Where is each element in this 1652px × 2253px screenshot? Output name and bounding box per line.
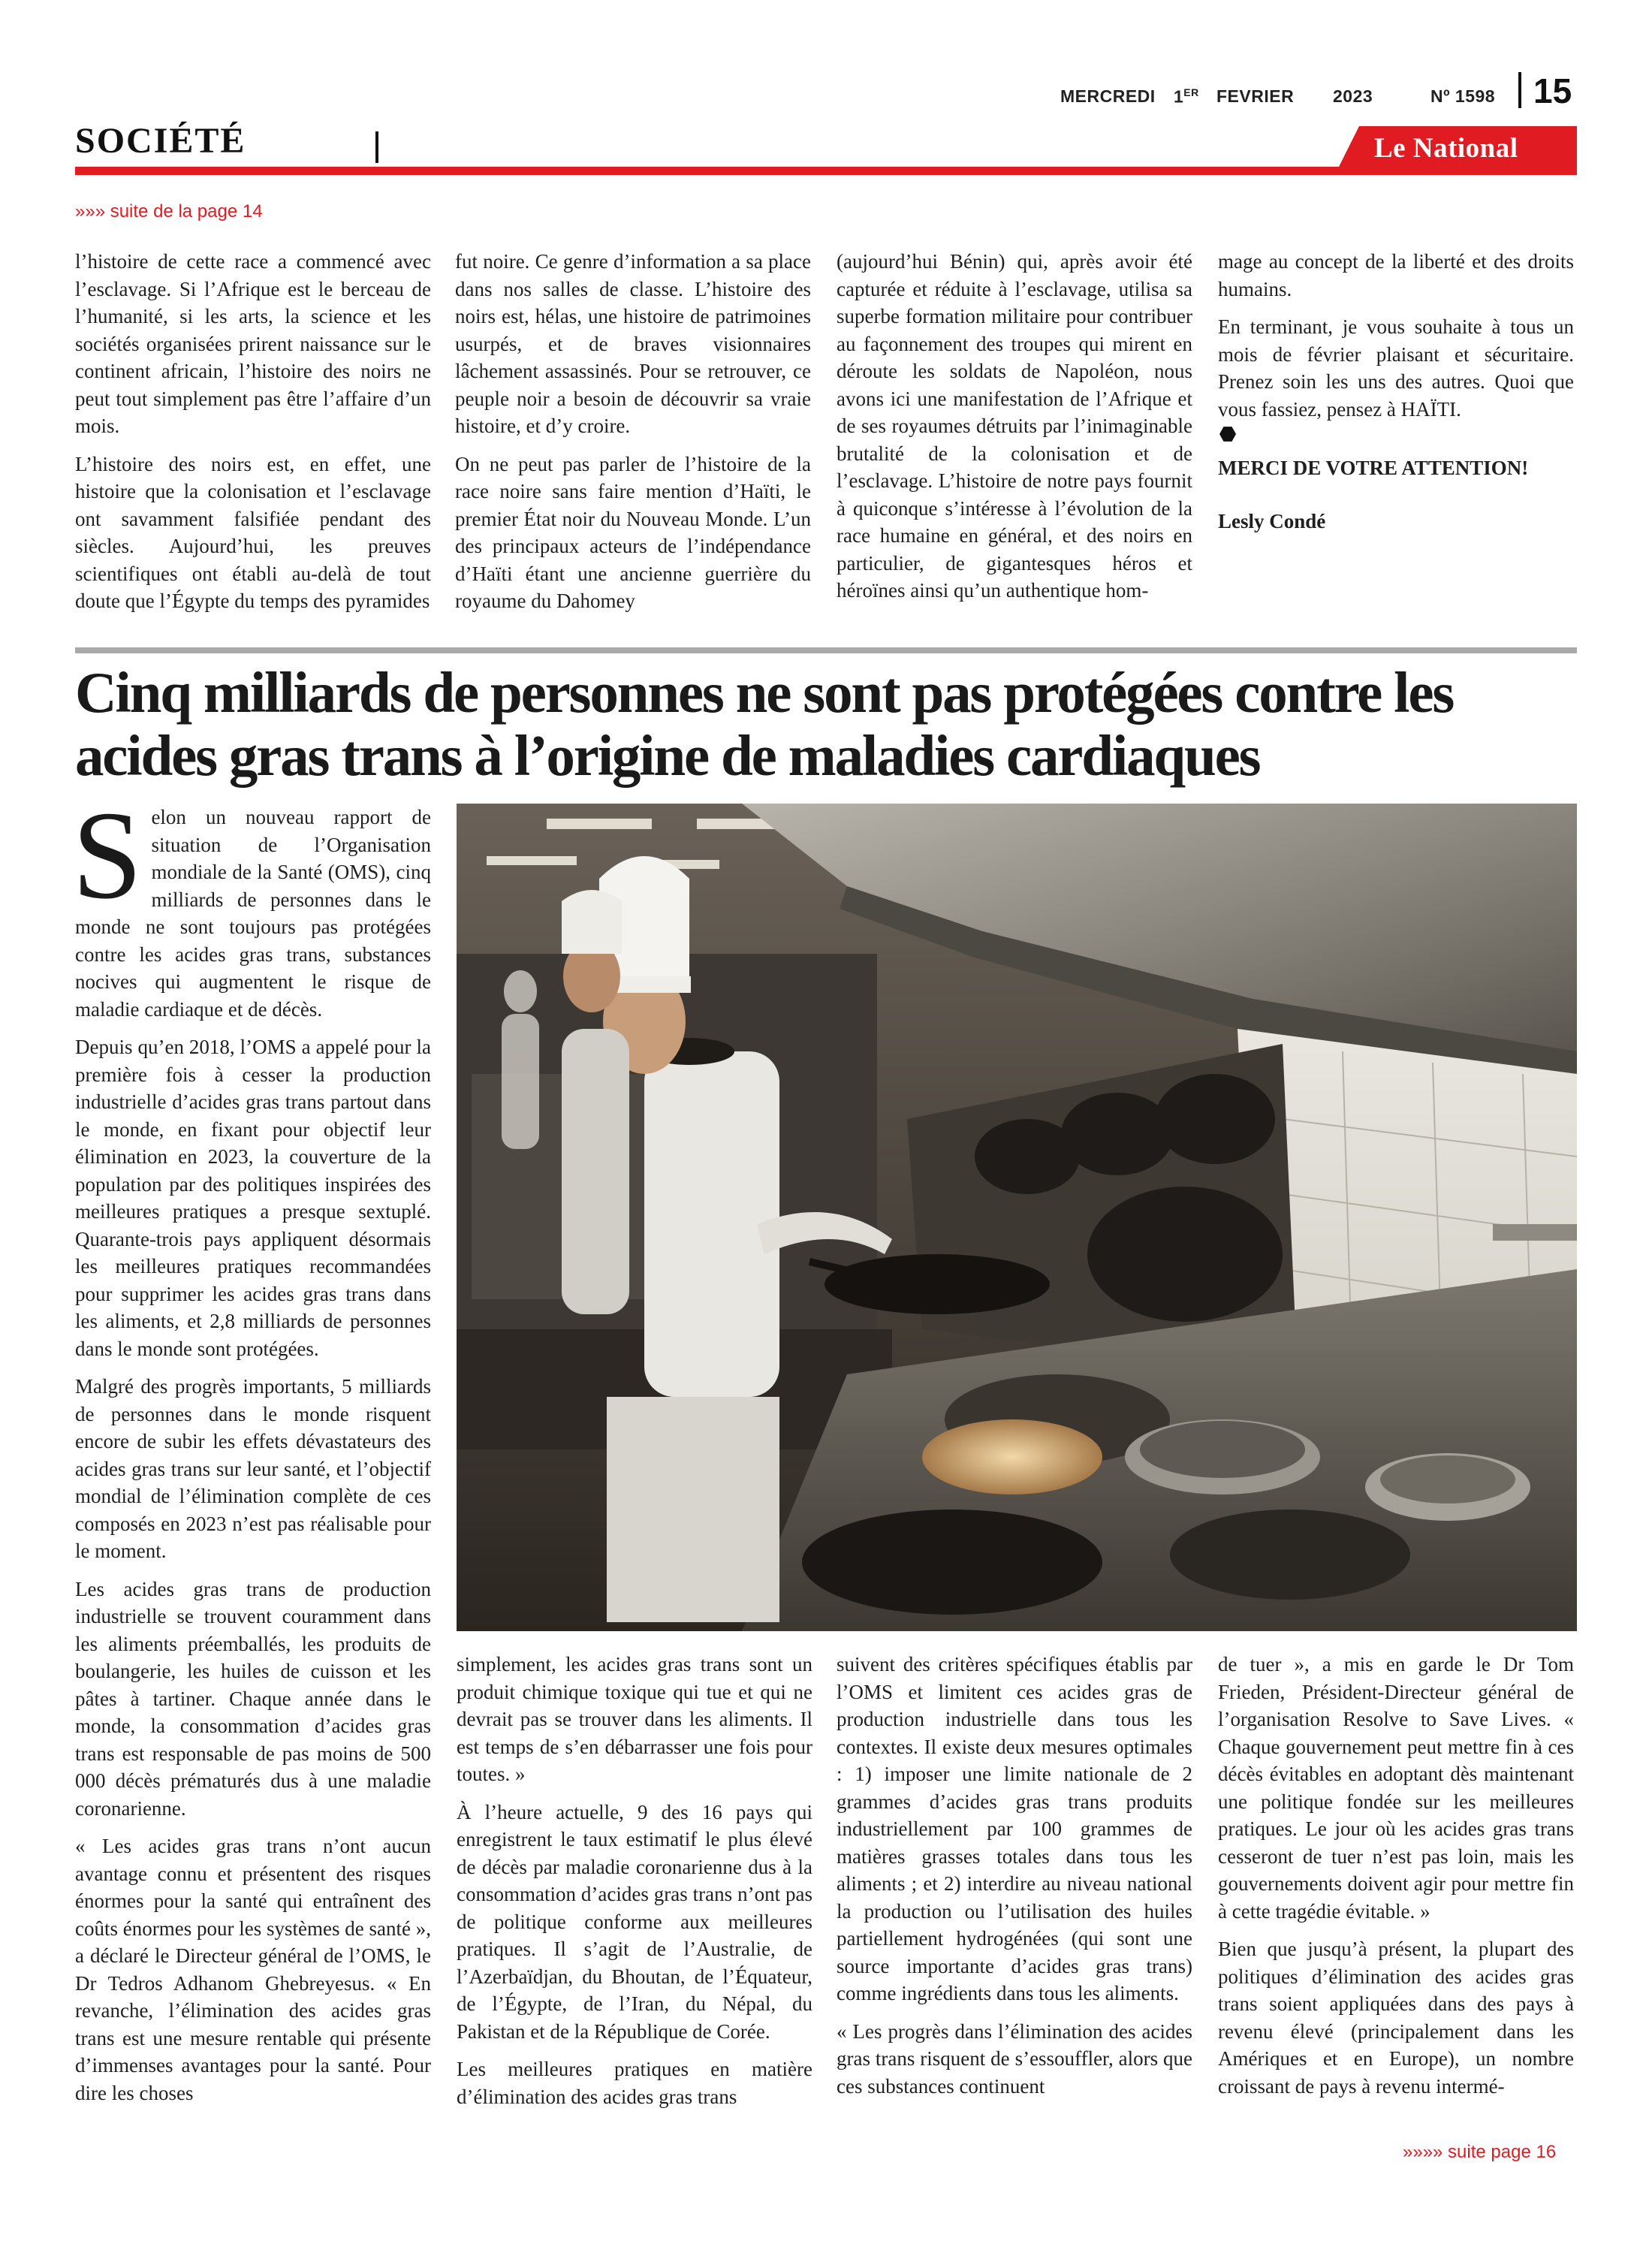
date-number xyxy=(1174,86,1199,107)
section-title: SOCIÉTÉ xyxy=(75,121,246,161)
paragraph: « Les progrès dans l’élimination des acides gras trans risquent de s’essouffler, alors que ces substances continuent xyxy=(837,2019,1192,2098)
date-month: FEVRIER xyxy=(1216,86,1295,106)
lead-text: elon un nouveau rapport de situation de l’Organisation mondiale de la Santé (OMS), cinq milliards de personnes dans le monde ne sont toujours pas protégées contre les acides gras trans, substances nocives qui augmentent le risque de maladie cardiaque et de décès. xyxy=(75,806,431,1021)
paragraph: Malgré des progrès importants, 5 milliards de personnes dans le monde risquent encore de subir les effets dévastateurs des acides gras trans sur leur santé, et l’objectif mondial de l’élimination complète de ces composés en 2023 n’est pas réalisable pour le moment. xyxy=(75,1375,431,1562)
paragraph: Les meilleures pratiques en matière d’élimination des acides gras trans xyxy=(457,2058,812,2108)
continued-to[interactable]: »»»» suite page 16 xyxy=(1403,2142,1557,2162)
brand-name: Le National xyxy=(1374,133,1518,164)
paragraph: l’histoire de cette race a commencé avec l’esclavage. Si l’Afrique est le berceau de l’humanité, si les arts, la science et les sociétés organisées prirent naissance sur le continent africain, l’histoire des noirs ne peut tout simplement pas être l’affaire d’un mois. xyxy=(75,250,431,437)
top-column-4 xyxy=(1218,248,1574,545)
main-column-2 xyxy=(457,1651,812,2121)
top-column-2 xyxy=(455,248,811,626)
main-column-4 xyxy=(1218,1651,1574,2110)
page-number: 15 xyxy=(1533,71,1572,110)
date-year: 2023 xyxy=(1333,86,1373,106)
main-headline: Cinq milliards de personnes ne sont pas protégées contre les acides gras trans à l’origine de maladies cardiaques xyxy=(75,660,1454,788)
paragraph: On ne peut pas parler de l’histoire de la race noire sans faire mention d’Haïti, le premier État noir du Nouveau Monde. L’un des principaux acteurs de l’indépendance d’Haïti étant une ancienne guerrière du royaume du Dahomey xyxy=(455,452,811,612)
dropcap: S xyxy=(72,786,143,925)
kitchen-photo xyxy=(457,804,1577,1631)
article-divider xyxy=(75,647,1577,653)
date-number-value: 1 xyxy=(1174,86,1184,107)
continued-from[interactable]: »»» suite de la page 14 xyxy=(75,201,263,222)
issue-number: Nº 1598 xyxy=(1430,86,1496,106)
paragraph: À l’heure actuelle, 9 des 16 pays qui enregistrent le taux estimatif le plus élevé de décès par maladie coronarienne dus à la consommation d’acides gras trans n’ont pas de politique conforme aux meilleures pratiques. Il s’agit de l’Australie, de l’Azerbaïdjan, du Bhoutan, de l’Équateur, de l’Égypte, de l’Iran, du Népal, du Pakistan et de la République de Corée. xyxy=(457,1800,812,2043)
paragraph: L’histoire des noirs est, en effet, une histoire que la colonisation et l’esclavage ont savamment falsifiée pendant des siècles. Aujourd’hui, les preuves scientifiques ont établi au-delà de tout doute que l’Égypte du temps des pyramides xyxy=(75,452,431,612)
paragraph: « Les acides gras trans n’ont aucun avantage connu et présentent des risques énormes pour la santé qui entraînent des coûts énormes pour les systèmes de santé », a déclaré le Directeur général de l’OMS, le Dr Tedros Adhanom Ghebreyesus. « En revanche, l’élimination des acides gras trans est une mesure rentable qui présente d’immenses avantages pour la santé. Pour dire les choses xyxy=(75,1835,431,2104)
page-number-divider xyxy=(1518,72,1521,108)
closing-line: MERCI DE VOTRE ATTENTION! xyxy=(1218,457,1529,479)
paragraph: En terminant, je vous souhaite à tous un mois de février plaisant et sécuritaire. Prenez soin les uns des autres. Quoi que vous fassiez, pensez à HAÏTI. xyxy=(1218,315,1574,421)
paragraph: suivent des critères spécifiques établis par l’OMS et limitent ces acides gras de production industrielle dans tous les contextes. Il existe deux mesures optimales : 1) imposer une limite nationale de 2 grammes d’acides gras trans produits industriellement par 100 grammes de matières grasses totales dans tous les aliments ; et 2) interdire au niveau national la production ou l’utilisation des huiles partiellement hydrogénées (qui sont une source importante d’acides gras trans) comme ingrédients dans tous les aliments. xyxy=(837,1653,1192,2004)
main-column-3 xyxy=(837,1651,1192,2110)
main-column-1 xyxy=(72,786,431,2117)
date-day: MERCREDI xyxy=(1060,86,1156,106)
paragraph: de tuer », a mis en garde le Dr Tom Frieden, Président-Directeur général de l’organisation Resolve to Save Lives. « Chaque gouvernement peut mettre fin à ces décès évitables en adoptant dès maintenant une politique fondée sur les meilleures pratiques. Le jour où les acides gras trans cesseront de tuer n’est pas loin, mais les gouvernements doivent agir pour mettre fin à cette tragédie évitable. » xyxy=(1218,1653,1574,1923)
top-column-1 xyxy=(75,248,431,626)
lead-paragraph xyxy=(72,786,431,1023)
end-mark-icon xyxy=(1219,426,1236,442)
paragraph: mage au concept de la liberté et des droits humains. xyxy=(1218,250,1574,300)
paragraph: Bien que jusqu’à présent, la plupart des politiques d’élimination des acides gras trans soient appliquées dans des pays à revenu élevé (principalement dans les Amériques et en Europe), un nombre croissant de pays à revenu intermé- xyxy=(1218,1938,1574,2098)
header-rule xyxy=(75,167,1577,175)
paragraph: simplement, les acides gras trans sont un produit chimique toxique qui tue et qui ne devrait pas se trouver dans les aliments. Il est temps de s’en débarrasser une fois pour toutes. » xyxy=(457,1653,812,1785)
paragraph: Depuis qu’en 2018, l’OMS a appelé pour la première fois à cesser la production industrielle d’acides gras trans partout dans le monde, en fixant pour objectif leur élimination en 2023, la couverture de la population par des politiques inspirées des meilleures pratiques a presque sextuplé. Quarante-trois pays appliquent désormais les meilleures pratiques recommandées pour supprimer les acides gras trans dans les aliments, et 2,8 milliards de personnes dans le monde sont protégées. xyxy=(75,1036,431,1360)
kitchen-photo-illustration xyxy=(457,804,1577,1631)
paragraph: Les acides gras trans de production industrielle se trouvent couramment dans les aliments préemballés, les produits de boulangerie, les huiles de cuisson et les pâtes à tartiner. Chaque année dans le monde, la consommation d’acides gras trans est responsable de pas moins de 500 000 décès prématurés dus à une maladie coronarienne. xyxy=(75,1577,431,1820)
date-superscript: ER xyxy=(1183,86,1199,98)
paragraph: (aujourd’hui Bénin) qui, après avoir été capturée et réduite à l’esclavage, utilisa sa superbe formation militaire pour contribuer au façonnement des troupes qui mirent en déroute les soldats de Napoléon, nous avons ici une manifestation de l’Afrique et de ses royaumes détruits par l’inimaginable brutalité de la colonisation et de l’esclavage. L’histoire de notre pays fournit à quiconque s’intéresse à l’évolution de la race humaine en général, et des noirs en particulier, de gigantesques héros et héroïnes ainsi qu’un authentique hom- xyxy=(837,250,1192,602)
paragraph: fut noire. Ce genre d’information a sa place dans nos salles de classe. L’histoire des noirs est, hélas, une histoire de patrimoines usurpés, et de braves visionnaires lâchement assassinés. Pour se retrouver, ce peuple noir a besoin de découvrir sa vraie histoire, et d’y croire. xyxy=(455,250,811,437)
top-column-3 xyxy=(837,248,1192,615)
author-name: Lesly Condé xyxy=(1218,509,1326,532)
section-divider-mark xyxy=(375,131,378,163)
